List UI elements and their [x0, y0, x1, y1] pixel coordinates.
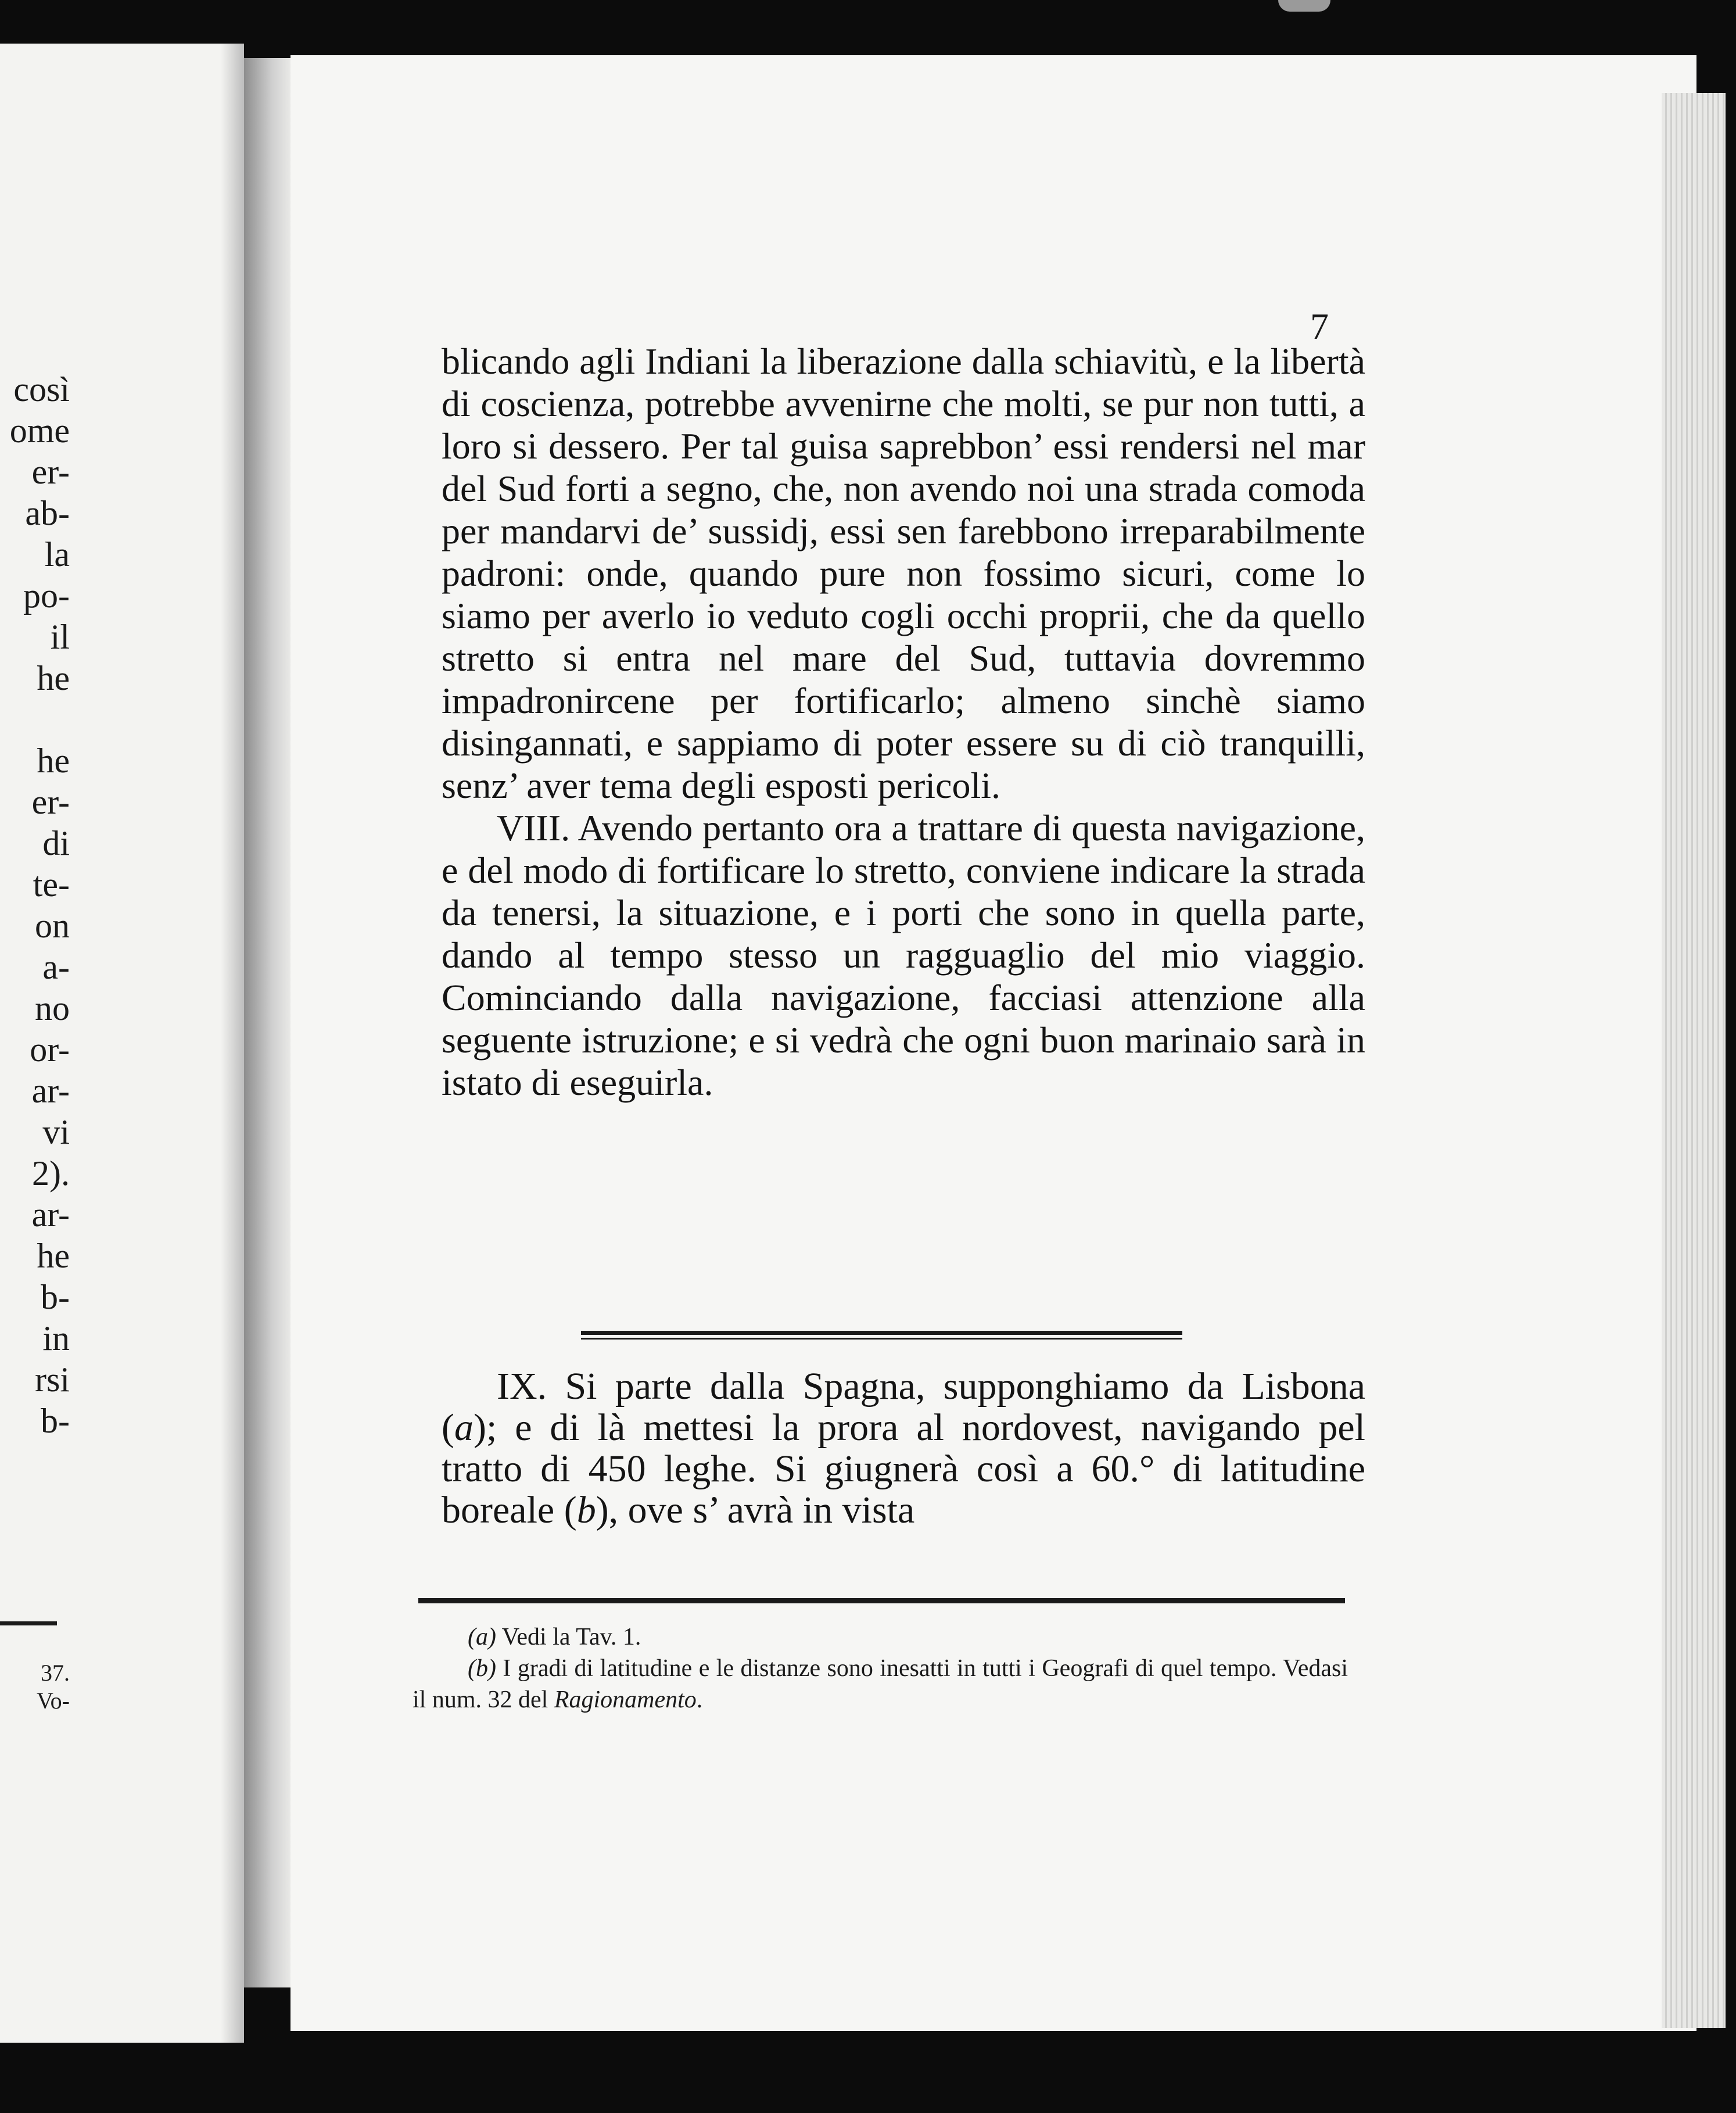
left-page-fragment: b-: [41, 1278, 70, 1316]
left-page-fragment: po-: [23, 576, 70, 615]
left-page-fragment: di: [42, 824, 70, 862]
scan-artifact: [1278, 0, 1330, 12]
section-vii-text: [442, 340, 1365, 1104]
left-page-fragment: or-: [30, 1030, 70, 1069]
left-page-fragment: ar-: [31, 1195, 70, 1234]
left-page-footnote-fragments: [0, 1659, 70, 1715]
footnote-a: [413, 1621, 1348, 1653]
footnote-text: I gradi di latitudine e le distanze sono inesatti in tutti i Geografi di quel tempo. Vedasi il num. 32 del: [413, 1655, 1348, 1713]
left-page-fragment: in: [42, 1319, 70, 1358]
footnote-text: .: [696, 1686, 703, 1713]
left-page-fragment: 37.: [41, 1660, 70, 1686]
left-page-fragment: vi: [42, 1113, 70, 1151]
paragraph-ix: [442, 1366, 1365, 1531]
paragraph-ix-part: IX. Si parte dalla Spagna, supponghiamo da Lisbona (: [442, 1365, 1365, 1449]
left-page-fragment: ome: [9, 411, 70, 450]
left-page-fragment: he: [37, 1237, 70, 1275]
left-page-fragment: te-: [33, 865, 70, 904]
left-page-fragment: Vo-: [36, 1688, 70, 1714]
left-page-fragment: il: [50, 618, 70, 656]
page-number: 7: [1310, 306, 1329, 347]
footnote-ref-a: a: [454, 1406, 474, 1449]
footnote-italic-title: Ragionamento: [554, 1686, 697, 1713]
footnote-marker: (a): [468, 1624, 496, 1650]
footnote-text: Vedi la Tav. 1.: [496, 1624, 641, 1650]
paragraph-ix-part: ), ove s’ avrà in vista: [596, 1489, 915, 1531]
left-page: [0, 44, 244, 2043]
left-page-fragment: a-: [42, 948, 70, 986]
paragraph-continuation: blicando agli Indiani la liberazione dalla schiavitù, e la libertà di coscienza, potrebbe avvenirne che molti, se pur non tutti, a loro si dessero. Per tal guisa saprebbon’ essi rendersi nel mar del Sud forti a segno, che, non avendo noi una strada comoda per mandarvi de’ sussidj, essi sen farebbono irreparabilmente padroni: onde, quando pure non fossimo sicuri, come lo siamo per averlo io veduto cogli occhi proprii, che da quello stretto si entra nel mare del Sud, tuttavia dovremmo impadronircene per fortificarlo; almeno sinchè siamo disingannati, e sappiamo di poter essere su di ciò tranquilli, senz’ aver tema degli esposti pericoli.: [442, 341, 1365, 806]
left-page-fragment: he: [37, 659, 70, 697]
left-page-text-fragments: [0, 369, 70, 1442]
footnotes: [413, 1621, 1348, 1716]
left-page-fragment: ab-: [25, 494, 70, 532]
left-page-fragment: [0, 699, 70, 740]
footnote-b: [413, 1653, 1348, 1716]
left-page-shadow: [221, 44, 244, 2043]
section-divider: [581, 1331, 1182, 1342]
divider-thick-line: [581, 1331, 1182, 1335]
section-ix-text: [442, 1366, 1365, 1531]
book-gutter: [244, 58, 290, 1987]
left-page-fragment: ar-: [31, 1072, 70, 1110]
paragraph-ix-part: ); e di là mettesi la prora al nordovest, navigando pel tratto di 450 leghe. Si giugnerà così a 60.° di latitudine boreale (: [442, 1406, 1365, 1531]
paragraph-viii: VIII. Avendo pertanto ora a trattare di questa navigazione, e del modo di fortificare lo stretto, conviene indicare la strada da tenersi, la situazione, e i porti che sono in quella parte, dando al tempo stesso un ragguaglio del mio viaggio. Cominciando dalla navigazione, facciasi attenzione alla seguente istruzione; e si vedrà che ogni buon marinaio sarà in istato di eseguirla.: [442, 807, 1365, 1103]
left-page-fragment: 2).: [32, 1154, 70, 1192]
left-page-fragment: la: [44, 535, 70, 574]
left-page-footnote-rule: [0, 1621, 57, 1625]
left-page-fragment: he: [37, 742, 70, 780]
left-page-fragment: no: [35, 989, 70, 1027]
left-page-fragment: on: [35, 907, 70, 945]
footnote-marker: (b): [468, 1655, 496, 1682]
left-page-fragment: er-: [31, 783, 70, 821]
left-page-fragment: rsi: [35, 1360, 70, 1399]
footnote-rule: [418, 1598, 1345, 1603]
left-page-fragment: er-: [31, 453, 70, 491]
divider-thin-line: [581, 1338, 1182, 1340]
footnote-ref-b: b: [576, 1489, 596, 1531]
left-page-fragment: b-: [41, 1402, 70, 1440]
left-page-fragment: così: [13, 370, 70, 409]
page-edge: [1662, 93, 1726, 2028]
